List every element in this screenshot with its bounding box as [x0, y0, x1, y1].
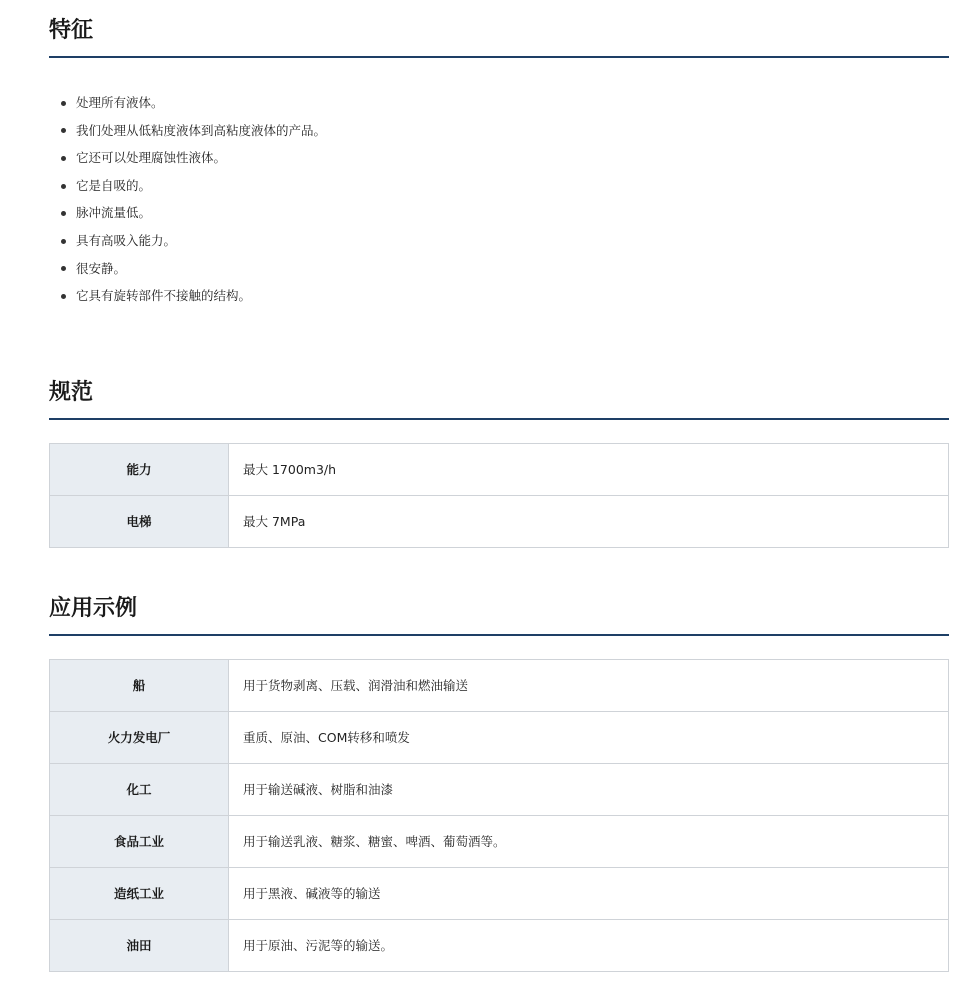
feature-text: 很安静。: [76, 260, 127, 276]
feature-item: [49, 227, 949, 255]
applications-section: [49, 594, 949, 972]
feature-text: 它具有旋转部件不接触的结构。: [76, 288, 252, 304]
applications-table: [49, 659, 949, 972]
spec-value-cell: 最大 1700m3/h: [229, 443, 949, 495]
table-row: [50, 815, 949, 867]
application-value-cell: 用于输送乳液、糖浆、糖蜜、啤酒、葡萄酒等。: [229, 815, 949, 867]
application-key-cell: 造纸工业: [50, 867, 229, 919]
application-value-cell: 用于原油、污泥等的输送。: [229, 919, 949, 971]
feature-text: 它是自吸的。: [76, 177, 152, 193]
table-row: [50, 659, 949, 711]
spec-key-cell: 能力: [50, 443, 229, 495]
feature-item: [49, 255, 949, 283]
feature-item: [49, 89, 949, 117]
feature-item: [49, 117, 949, 145]
table-row: [50, 919, 949, 971]
application-value-cell: 重质、原油、COM转移和喷发: [229, 711, 949, 763]
application-key-cell: 船: [50, 659, 229, 711]
table-row: [50, 867, 949, 919]
feature-text: 具有高吸入能力。: [76, 232, 177, 248]
application-key-cell: 火力发电厂: [50, 711, 229, 763]
spec-key-cell: 电梯: [50, 495, 229, 547]
bullet-icon: [61, 128, 66, 133]
specs-table: [49, 443, 949, 548]
bullet-icon: [61, 156, 66, 161]
features-section: [49, 16, 949, 310]
bullet-icon: [61, 211, 66, 216]
application-key-cell: 食品工业: [50, 815, 229, 867]
specs-section: [49, 378, 949, 548]
specs-heading: 规范: [49, 378, 949, 420]
features-heading: 特征: [49, 16, 949, 58]
page-content: [49, 0, 949, 972]
feature-text: 我们处理从低粘度液体到高粘度液体的产品。: [76, 122, 327, 138]
application-key-cell: 油田: [50, 919, 229, 971]
table-row: [50, 711, 949, 763]
application-key-cell: 化工: [50, 763, 229, 815]
applications-heading: 应用示例: [49, 594, 949, 636]
feature-item: [49, 144, 949, 172]
application-value-cell: 用于黑液、碱液等的输送: [229, 867, 949, 919]
bullet-icon: [61, 239, 66, 244]
feature-item: [49, 172, 949, 200]
bullet-icon: [61, 101, 66, 106]
feature-text: 处理所有液体。: [76, 95, 164, 110]
bullet-icon: [61, 294, 66, 299]
feature-text: 脉冲流量低。: [76, 205, 152, 221]
bullet-icon: [61, 266, 66, 271]
table-row: [50, 763, 949, 815]
feature-item: [49, 282, 949, 310]
feature-text: 它还可以处理腐蚀性液体。: [76, 150, 227, 166]
bullet-icon: [61, 184, 66, 189]
table-row: [50, 495, 949, 547]
spec-value-cell: 最大 7MPa: [229, 495, 949, 547]
feature-item: [49, 199, 949, 227]
application-value-cell: 用于货物剥离、压载、润滑油和燃油输送: [229, 659, 949, 711]
table-row: [50, 443, 949, 495]
features-list: [49, 89, 949, 310]
application-value-cell: 用于输送碱液、树脂和油漆: [229, 763, 949, 815]
